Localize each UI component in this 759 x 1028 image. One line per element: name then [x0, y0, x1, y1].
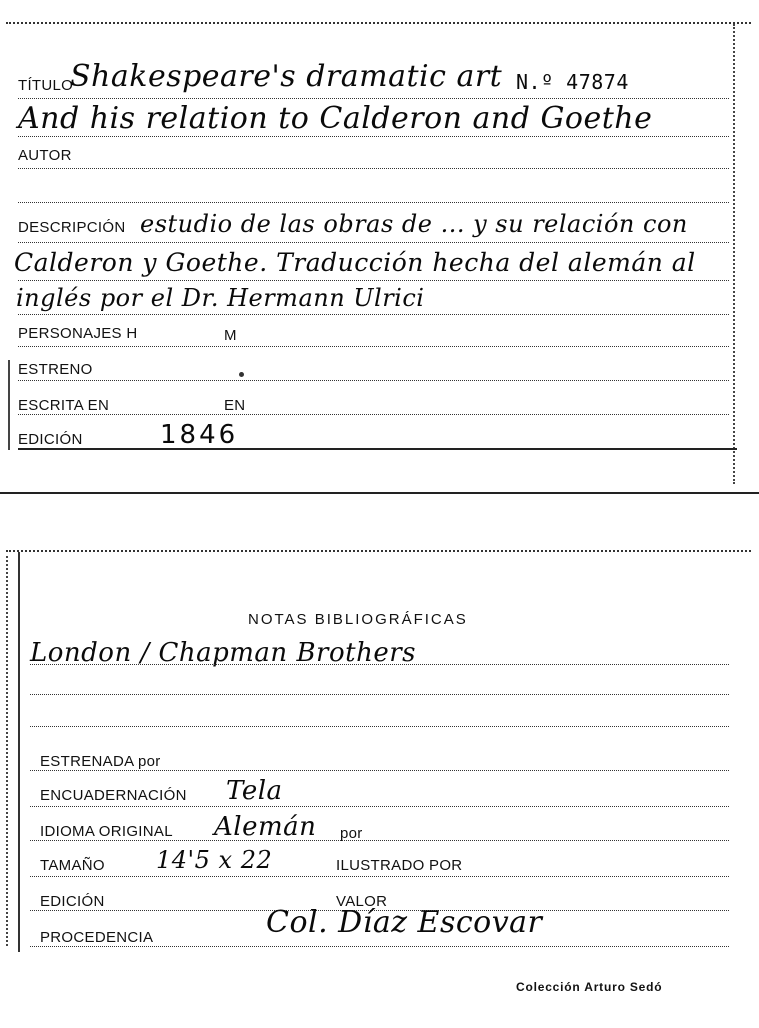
idioma-rule [30, 840, 729, 841]
escrita-en-label: EN [224, 397, 246, 414]
encuadernacion-value: Tela [226, 776, 283, 806]
edicion-value: 1846 [160, 420, 239, 450]
coleccion-stamp: Colección Arturo Sedó [516, 980, 663, 994]
notas-rule-3 [30, 726, 729, 727]
escrita-label: ESCRITA EN [18, 397, 110, 414]
subtitle-value: And his relation to Calderon and Goethe [18, 101, 653, 136]
personajes-rule [18, 346, 729, 347]
autor-rule-2 [18, 202, 729, 203]
catalog-card-front [0, 0, 759, 494]
card-back-left-edge [18, 552, 20, 952]
titulo-value: Shakespeare's dramatic art [70, 59, 503, 94]
personajes-m-label: M [224, 327, 237, 344]
autor-label: AUTOR [18, 147, 72, 164]
estrenada-rule [30, 770, 729, 771]
titulo-label: TÍTULO [18, 77, 74, 94]
descripcion-label: DESCRIPCIÓN [18, 219, 126, 236]
tamano-label: TAMAÑO [40, 857, 105, 874]
tamano-value: 14'5 x 22 [156, 846, 273, 874]
card-left-edge [8, 360, 10, 450]
catalog-card-back [0, 546, 759, 1016]
card-back-top-edge [6, 550, 751, 552]
encuadernacion-rule [30, 806, 729, 807]
descripcion-line-2: Calderon y Goethe. Traducción hecha del alemán al [14, 248, 696, 277]
procedencia-label: PROCEDENCIA [40, 929, 154, 946]
tamano-rule [30, 876, 729, 877]
procedencia-value: Col. Díaz Escovar [266, 905, 543, 940]
card-top-edge [6, 22, 751, 24]
notas-line-1: London / Chapman Brothers [30, 638, 416, 668]
notas-heading: NOTAS BIBLIOGRÁFICAS [248, 611, 468, 628]
notas-rule-1 [30, 664, 729, 665]
notas-rule-2 [30, 694, 729, 695]
edicion-rule [18, 448, 737, 450]
descripcion-rule-1 [18, 242, 729, 243]
numero-value: N.º 47874 [516, 70, 629, 94]
autor-rule [18, 168, 729, 169]
ink-dot [239, 372, 244, 377]
descripcion-rule-3 [18, 314, 729, 315]
titulo-rule [18, 98, 729, 99]
card-right-edge [733, 24, 735, 484]
escrita-rule [18, 414, 729, 415]
estrenada-label: ESTRENADA por [40, 753, 161, 770]
valor-label: VALOR [336, 893, 388, 910]
edicion-label: EDICIÓN [18, 431, 83, 448]
edicion-back-label: EDICIÓN [40, 893, 105, 910]
estreno-label: ESTRENO [18, 361, 93, 378]
descripcion-line-3: inglés por el Dr. Hermann Ulrici [16, 284, 425, 312]
ilustrado-label: ILUSTRADO POR [336, 857, 463, 874]
descripcion-rule-2 [18, 280, 729, 281]
procedencia-rule [30, 946, 729, 947]
idioma-por-label: por [340, 825, 363, 842]
idioma-label: IDIOMA ORIGINAL [40, 823, 173, 840]
card-back-outer-edge [6, 556, 8, 946]
estreno-rule [18, 380, 729, 381]
descripcion-line-1: estudio de las obras de ... y su relación con [140, 210, 688, 238]
personajes-label: PERSONAJES H [18, 325, 138, 342]
subtitle-rule [18, 136, 729, 137]
idioma-value: Alemán [214, 812, 317, 842]
encuadernacion-label: ENCUADERNACIÓN [40, 787, 187, 804]
